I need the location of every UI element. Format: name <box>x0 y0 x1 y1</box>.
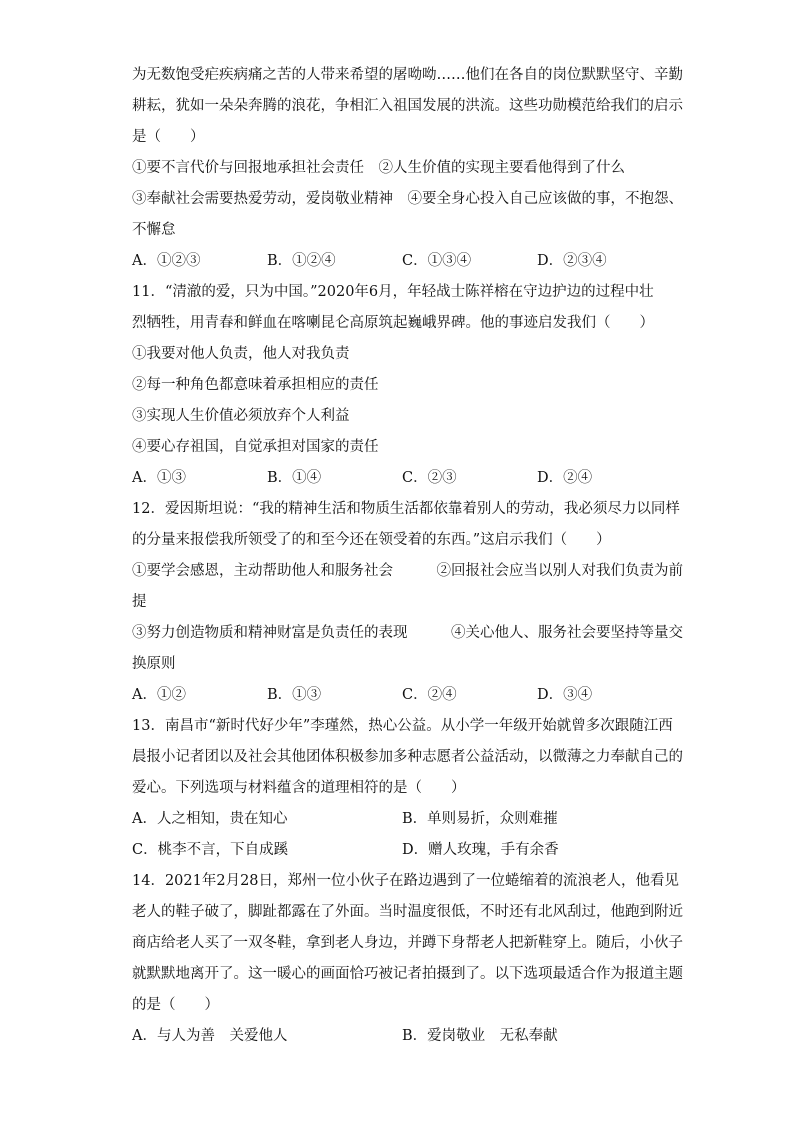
text-line: 换原则 <box>132 656 176 672</box>
q13-stem <box>132 711 683 804</box>
q11-statement-2: ②每一种角色都意味着承担相应的责任 <box>132 377 379 393</box>
option-a[interactable]: A．①② <box>132 687 186 703</box>
text-line: 晨报小记者团以及社会其他团体积极参加多种志愿者公益活动，以微薄之力奉献自己的 <box>132 749 683 765</box>
exam-page <box>132 60 683 1052</box>
option-b[interactable]: B．爱岗敬业 无私奉献 <box>402 1028 558 1044</box>
option-a[interactable]: A．人之相知，贵在知心 <box>132 811 288 827</box>
q13-options-row-2 <box>132 835 672 866</box>
q14-options-row-1 <box>132 1021 672 1052</box>
q10-stem <box>132 60 683 246</box>
q10-options <box>132 246 672 277</box>
text-line: 的是（ ） <box>132 997 219 1013</box>
text-line: 的分量来报偿我所领受了的和至今还在领受着的东西。”这启示我们（ ） <box>132 532 611 548</box>
q12-statement-1-2: ①要学会感恩，主动帮助他人和服务社会 ②回报社会应当以别人对我们负责为前 <box>132 563 683 579</box>
q12-question: 12．爱因斯坦说：“我的精神生活和物质生活都依靠着别人的劳动，我必须尽力以同样 <box>132 501 680 517</box>
option-c[interactable]: C．②③ <box>402 470 457 486</box>
q11-statement-3: ③实现人生价值必须放弃个人利益 <box>132 408 350 424</box>
text-line: 不懈怠 <box>132 222 176 238</box>
q10-statement-1-2: ①要不言代价与回报地承担社会责任 ②人生价值的实现主要看他得到了什么 <box>132 160 625 176</box>
text-line: 烈牺牲，用青春和鲜血在喀喇昆仑高原筑起巍峨界碑。他的事迹启发我们（ ） <box>132 315 654 331</box>
q13-options-row-1 <box>132 804 672 835</box>
option-c[interactable]: C．桃李不言，下自成蹊 <box>132 842 289 858</box>
option-d[interactable]: D．赠人玫瑰，手有余香 <box>402 842 559 858</box>
option-d[interactable]: D．②④ <box>537 470 593 486</box>
text-line: 老人的鞋子破了，脚趾都露在了外面。当时温度很低，不时还有北风刮过，他跑到附近 <box>132 904 683 920</box>
text-line: 是（ ） <box>132 129 205 145</box>
option-c[interactable]: C．②④ <box>402 687 457 703</box>
q11-statement-1: ①我要对他人负责，他人对我负责 <box>132 346 350 362</box>
text-line: 商店给老人买了一双冬鞋，拿到老人身边，并蹲下身帮老人把新鞋穿上。随后，小伙子 <box>132 935 683 951</box>
q12-options <box>132 680 672 711</box>
option-a[interactable]: A．与人为善 关爱他人 <box>132 1028 288 1044</box>
q11-options <box>132 463 672 494</box>
option-a[interactable]: A．①③ <box>132 470 186 486</box>
q13-question: 13．南昌市“新时代好少年”李瑾然，热心公益。从小学一年级开始就曾多次跟随江西 <box>132 718 673 734</box>
text-line: 就默默地离开了。这一暖心的画面恰巧被记者拍摄到了。以下选项最适合作为报道主题 <box>132 966 683 982</box>
option-b[interactable]: B．①②④ <box>267 253 336 269</box>
q14-question: 14．2021年2月28日，郑州一位小伙子在路边遇到了一位蜷缩着的流浪老人，他看见 <box>132 873 680 889</box>
option-b[interactable]: B．①④ <box>267 470 322 486</box>
q11-statement-4: ④要心存祖国，自觉承担对国家的责任 <box>132 439 379 455</box>
q10-statement-3-4: ③奉献社会需要热爱劳动，爱岗敬业精神 ④要全身心投入自己应该做的事，不抱怨、 <box>132 191 683 207</box>
q11-stem <box>132 277 672 463</box>
option-b[interactable]: B．单则易折，众则难摧 <box>402 811 558 827</box>
q12-stem <box>132 494 683 680</box>
text-line: 爱心。下列选项与材料蕴含的道理相符的是（ ） <box>132 780 466 796</box>
text-line: 耕耘，犹如一朵朵奔腾的浪花，争相汇入祖国发展的洪流。这些功勋模范给我们的启示 <box>132 98 683 114</box>
option-b[interactable]: B．①③ <box>267 687 322 703</box>
text-line: 提 <box>132 594 147 610</box>
q12-statement-3-4: ③努力创造物质和精神财富是负责任的表现 ④关心他人、服务社会要坚持等量交 <box>132 625 683 641</box>
q11-question: 11．“清澈的爱，只为中国。”2020年6月，年轻战士陈祥榕在守边护边的过程中壮 <box>132 284 654 300</box>
option-d[interactable]: D．②③④ <box>537 253 607 269</box>
option-d[interactable]: D．③④ <box>537 687 593 703</box>
option-c[interactable]: C．①③④ <box>402 253 472 269</box>
option-a[interactable]: A．①②③ <box>132 253 201 269</box>
q14-stem <box>132 866 683 1021</box>
text-line: 为无数饱受疟疾病痛之苦的人带来希望的屠呦呦……他们在各自的岗位默默坚守、辛勤 <box>132 67 683 83</box>
